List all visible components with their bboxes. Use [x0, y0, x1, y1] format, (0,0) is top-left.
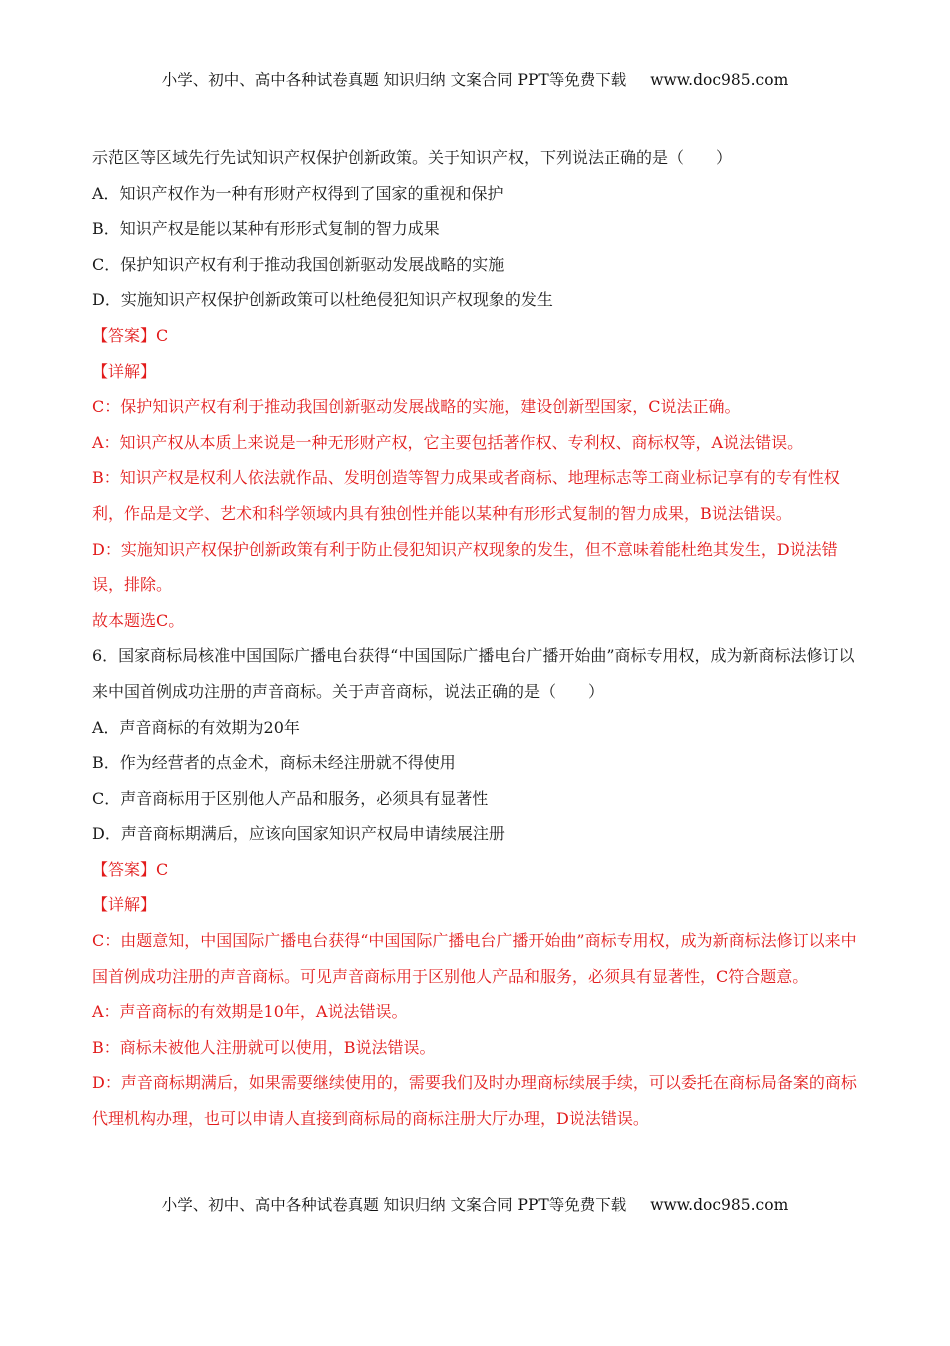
q6-explanation-a: A：声音商标的有效期是10年，A说法错误。	[92, 1002, 408, 1022]
q5-answer-value: C	[156, 325, 169, 345]
footer-text: 小学、初中、高中各种试卷真题 知识归纳 文案合同 PPT等免费下载	[161, 1196, 627, 1214]
q6-option-b: B．作为经营者的点金术，商标未经注册就不得使用	[92, 753, 456, 773]
q5-answer-tag: 【答案】	[92, 325, 157, 345]
q6-explanation-b: B：商标未被他人注册就可以使用，B说法错误。	[92, 1037, 436, 1057]
page-footer	[0, 1193, 950, 1215]
q5-explanation-d: D：实施知识产权保护创新政策有利于防止侵犯知识产权现象的发生，但不意味着能杜绝其发生，D说法错误，排除。	[92, 539, 838, 595]
q6-answer-tag: 【答案】	[92, 859, 157, 879]
q5-answer	[92, 318, 862, 354]
q6-stem: 6．国家商标局核准中国国际广播电台获得“中国国际广播电台广播开始曲”商标专用权，成为新商标法修订以来中国首例成功注册的声音商标。关于声音商标，说法正确的是（ ）	[92, 646, 855, 701]
q6-explanation-d: D：声音商标期满后，如果需要继续使用的，需要我们及时办理商标续展手续，可以委托在商标局备案的商标代理机构办理，也可以申请人直接到商标局的商标注册大厅办理，D说法错误。	[92, 1073, 857, 1129]
q6-option-d: D．声音商标期满后，应该向国家知识产权局申请续展注册	[92, 824, 505, 844]
q5-explanation-a: A：知识产权从本质上来说是一种无形财产权，它主要包括著作权、专利权、商标权等，A说法错误。	[92, 432, 804, 452]
q5-option-b: B．知识产权是能以某种有形形式复制的智力成果	[92, 219, 440, 239]
q6-option-c: C．声音商标用于区别他人产品和服务，必须具有显著性	[92, 788, 489, 808]
header-site-link[interactable]: www.doc985.com	[650, 71, 789, 89]
q5-explanation-b: B：知识产权是权利人依法就作品、发明创造等智力成果或者商标、地理标志等工商业标记享有的专有性权利，作品是文学、艺术和科学领域内具有独创性并能以某种有形形式复制的智力成果，B说法错误。	[92, 468, 840, 523]
q6-explanation-c: C：由题意知，中国国际广播电台获得“中国国际广播电台广播开始曲”商标专用权，成为新商标法修订以来中国首例成功注册的声音商标。可见声音商标用于区别他人产品和服务，必须具有显著性，C符合题意。	[92, 931, 857, 986]
q6-detail-tag: 【详解】	[92, 895, 157, 915]
q6-answer-value: C	[156, 859, 169, 879]
q5-explanation-c: C：保护知识产权有利于推动我国创新驱动发展战略的实施，建设创新型国家，C说法正确。	[92, 397, 741, 417]
page-content	[92, 140, 862, 1137]
q5-detail-tag: 【详解】	[92, 361, 157, 381]
q5-option-c: C．保护知识产权有利于推动我国创新驱动发展战略的实施	[92, 254, 505, 274]
q6-answer	[92, 852, 862, 888]
page-header	[0, 68, 950, 90]
q5-option-a: A．知识产权作为一种有形财产权得到了国家的重视和保护	[92, 183, 504, 203]
footer-site-link[interactable]: www.doc985.com	[650, 1196, 789, 1214]
q5-conclusion: 故本题选C。	[92, 610, 185, 630]
q5-stem-tail: 示范区等区域先行先试知识产权保护创新政策。关于知识产权，下列说法正确的是（ ）	[92, 148, 733, 167]
q5-option-d: D．实施知识产权保护创新政策可以杜绝侵犯知识产权现象的发生	[92, 290, 553, 310]
header-text: 小学、初中、高中各种试卷真题 知识归纳 文案合同 PPT等免费下载	[161, 71, 627, 89]
q6-option-a: A．声音商标的有效期为20年	[92, 717, 300, 737]
